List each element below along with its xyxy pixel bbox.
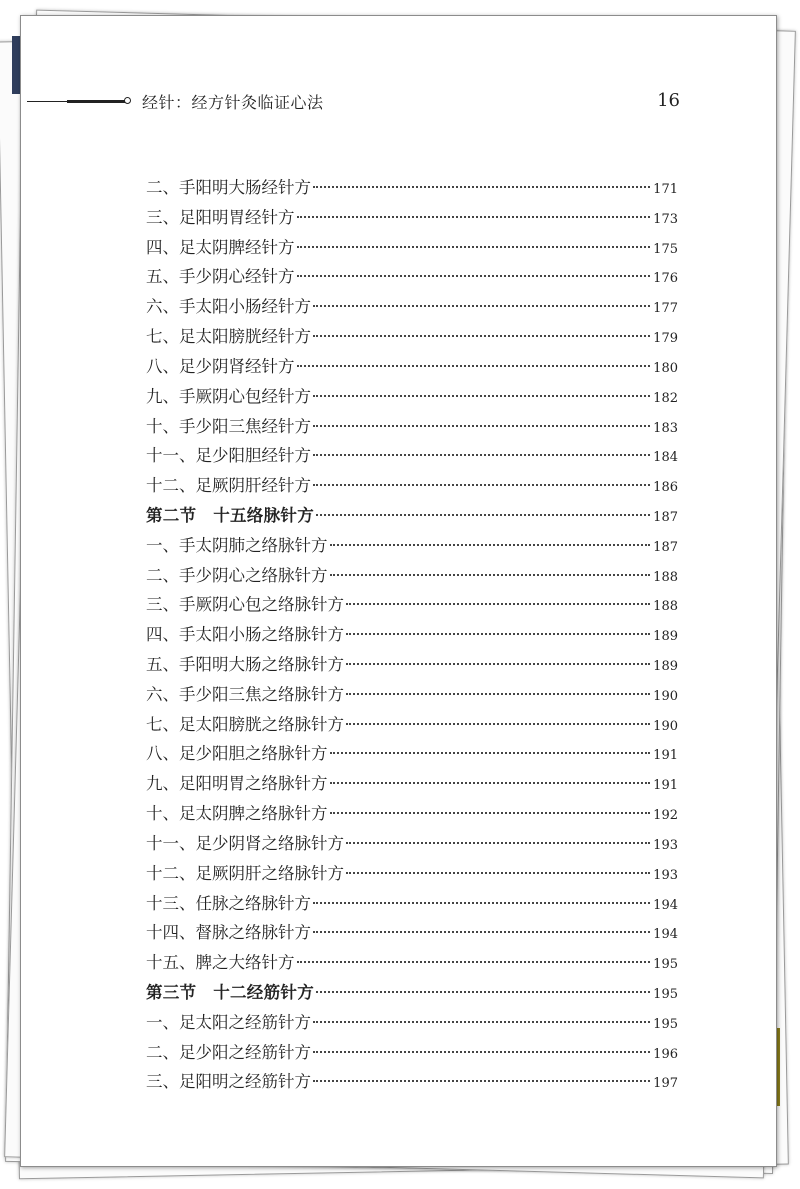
toc-entry xyxy=(146,323,678,353)
toc-entry-page: 195 xyxy=(653,1016,678,1032)
toc-section-heading xyxy=(146,979,678,1009)
toc-entry-title: 二、手阳明大肠经针方 xyxy=(146,178,311,197)
toc-entry xyxy=(146,293,678,323)
toc-entry-title: 一、手太阴肺之络脉针方 xyxy=(146,535,328,555)
toc-entry-page: 173 xyxy=(653,211,678,227)
toc-entry xyxy=(146,383,678,413)
toc-dot-leader xyxy=(313,1080,650,1082)
toc-entry xyxy=(146,442,678,472)
running-header xyxy=(21,16,776,136)
toc-dot-leader xyxy=(316,514,650,516)
toc-dot-leader xyxy=(313,305,650,307)
toc-entry xyxy=(146,800,678,830)
toc-entry-title: 六、手少阳三焦之络脉针方 xyxy=(146,684,344,704)
toc-entry-page: 187 xyxy=(653,539,678,555)
toc-entry xyxy=(146,204,678,234)
toc-entry-title: 十、足太阴脾之络脉针方 xyxy=(146,804,328,824)
toc-dot-leader xyxy=(330,782,651,784)
toc-entry-title: 七、足太阳膀胱经针方 xyxy=(146,327,311,347)
toc-entry-title: 十三、任脉之络脉针方 xyxy=(146,893,311,913)
toc-dot-leader xyxy=(313,186,650,188)
toc-dot-leader xyxy=(330,574,651,576)
toc-entry-page: 187 xyxy=(653,509,678,525)
toc-entry xyxy=(146,174,678,204)
toc-entry-page: 182 xyxy=(653,390,678,406)
toc-dot-leader xyxy=(313,902,650,904)
toc-entry-page: 194 xyxy=(653,927,678,943)
toc-entry-page: 196 xyxy=(653,1046,678,1062)
toc-section-heading xyxy=(146,502,678,532)
toc-entry-title: 二、手少阴心之络脉针方 xyxy=(146,565,328,585)
toc-entry xyxy=(146,740,678,770)
toc-entry xyxy=(146,591,678,621)
toc-entry-title: 十二、足厥阴肝经针方 xyxy=(146,476,311,496)
toc-entry-title: 十一、足少阴肾之络脉针方 xyxy=(146,833,344,853)
toc-entry xyxy=(146,1039,678,1069)
toc-entry-title: 二、足少阳之经筋针方 xyxy=(146,1042,311,1062)
toc-entry-page: 194 xyxy=(653,897,678,913)
toc-entry xyxy=(146,263,678,293)
toc-dot-leader xyxy=(313,454,650,456)
toc-dot-leader xyxy=(346,663,650,665)
toc-dot-leader xyxy=(330,544,651,546)
toc-dot-leader xyxy=(313,425,650,427)
needle-ornament-bar xyxy=(67,100,127,103)
toc-entry-page: 179 xyxy=(653,331,678,347)
toc-entry-page: 190 xyxy=(653,718,678,734)
toc-entry-title: 五、手阳明大肠之络脉针方 xyxy=(146,655,344,674)
toc-dot-leader xyxy=(346,693,650,695)
toc-entry xyxy=(146,532,678,562)
toc-entry-page: 193 xyxy=(653,867,678,883)
toc-entry-title: 十一、足少阳胆经针方 xyxy=(146,446,311,466)
toc-entry xyxy=(146,770,678,800)
toc-entry-title: 八、足少阴肾经针方 xyxy=(146,356,295,376)
toc-entry xyxy=(146,919,678,949)
toc-entry-page: 176 xyxy=(653,271,678,287)
toc-dot-leader xyxy=(316,991,650,993)
toc-dot-leader xyxy=(313,1051,650,1053)
toc-entry-page: 186 xyxy=(653,480,678,496)
toc-entry-page: 189 xyxy=(653,629,678,645)
toc-entry-title: 十五、脾之大络针方 xyxy=(146,953,295,973)
toc-entry xyxy=(146,1009,678,1039)
toc-entry xyxy=(146,949,678,979)
toc-entry-page: 184 xyxy=(653,450,678,466)
toc-dot-leader xyxy=(297,961,651,963)
toc-entry-page: 197 xyxy=(653,1076,678,1092)
toc-entry-page: 191 xyxy=(653,748,678,764)
toc-dot-leader xyxy=(346,603,650,605)
toc-entry xyxy=(146,890,678,920)
toc-entry-title: 六、手太阳小肠经针方 xyxy=(146,297,311,317)
toc-entry-page: 177 xyxy=(653,301,678,317)
toc-entry xyxy=(146,830,678,860)
toc-entry-title: 九、手厥阴心包经针方 xyxy=(146,386,311,406)
toc-dot-leader xyxy=(313,395,650,397)
needle-ornament-ring xyxy=(124,97,131,104)
toc-entry xyxy=(146,711,678,741)
toc-entry-title: 五、手少阴心经针方 xyxy=(146,267,295,287)
toc-entry xyxy=(146,860,678,890)
toc-entry-page: 180 xyxy=(653,360,678,376)
toc-entry xyxy=(146,651,678,681)
toc-entry-page: 195 xyxy=(653,957,678,973)
toc-dot-leader xyxy=(346,872,650,874)
book-title: 经针：经方针灸临证心法 xyxy=(142,93,324,112)
toc-dot-leader xyxy=(297,275,651,277)
toc-entry xyxy=(146,1068,678,1098)
toc-entry-title: 一、足太阳之经筋针方 xyxy=(146,1012,311,1032)
toc-entry xyxy=(146,353,678,383)
toc-dot-leader xyxy=(346,633,650,635)
toc-entry-page: 171 xyxy=(653,182,678,197)
toc-entry-title: 四、手太阳小肠之络脉针方 xyxy=(146,625,344,645)
toc-entry xyxy=(146,562,678,592)
toc-entry xyxy=(146,234,678,264)
toc-entry-page: 183 xyxy=(653,420,678,436)
toc-entry-title: 第二节 十五络脉针方 xyxy=(146,505,314,525)
toc-entry-title: 十二、足厥阴肝之络脉针方 xyxy=(146,863,344,883)
toc-entry-title: 三、足阳明之经筋针方 xyxy=(146,1072,311,1092)
toc-entry-page: 190 xyxy=(653,688,678,704)
toc-entry-page: 195 xyxy=(653,986,678,1002)
toc-dot-leader xyxy=(330,752,651,754)
toc-dot-leader xyxy=(346,842,650,844)
toc-entry-title: 四、足太阴脾经针方 xyxy=(146,237,295,257)
toc-entry-title: 九、足阳明胃之络脉针方 xyxy=(146,774,328,794)
toc-entry-page: 191 xyxy=(653,778,678,794)
toc-entry-title: 三、手厥阴心包之络脉针方 xyxy=(146,595,344,615)
toc-dot-leader xyxy=(297,365,651,367)
book-page xyxy=(20,15,777,1167)
toc-entry xyxy=(146,621,678,651)
toc-entry-title: 十、手少阳三焦经针方 xyxy=(146,416,311,436)
toc-entry-page: 175 xyxy=(653,241,678,257)
toc-entry-page: 189 xyxy=(653,659,678,674)
toc-dot-leader xyxy=(330,812,651,814)
toc-dot-leader xyxy=(313,335,650,337)
toc-dot-leader xyxy=(313,931,650,933)
toc-entry-page: 188 xyxy=(653,569,678,585)
table-of-contents xyxy=(146,174,678,1098)
toc-dot-leader xyxy=(346,723,650,725)
toc-dot-leader xyxy=(313,484,650,486)
toc-entry xyxy=(146,413,678,443)
toc-dot-leader xyxy=(313,1021,650,1023)
toc-entry-page: 192 xyxy=(653,808,678,824)
toc-entry xyxy=(146,681,678,711)
toc-entry-title: 三、足阳明胃经针方 xyxy=(146,207,295,227)
toc-entry-page: 193 xyxy=(653,837,678,853)
page-number: 16 xyxy=(657,90,680,111)
toc-entry-title: 十四、督脉之络脉针方 xyxy=(146,923,311,943)
toc-entry-title: 第三节 十二经筋针方 xyxy=(146,982,314,1002)
toc-entry-title: 七、足太阳膀胱之络脉针方 xyxy=(146,714,344,734)
toc-entry xyxy=(146,472,678,502)
toc-entry-page: 188 xyxy=(653,599,678,615)
toc-dot-leader xyxy=(297,246,651,248)
toc-dot-leader xyxy=(297,216,651,218)
toc-entry-title: 八、足少阳胆之络脉针方 xyxy=(146,744,328,764)
